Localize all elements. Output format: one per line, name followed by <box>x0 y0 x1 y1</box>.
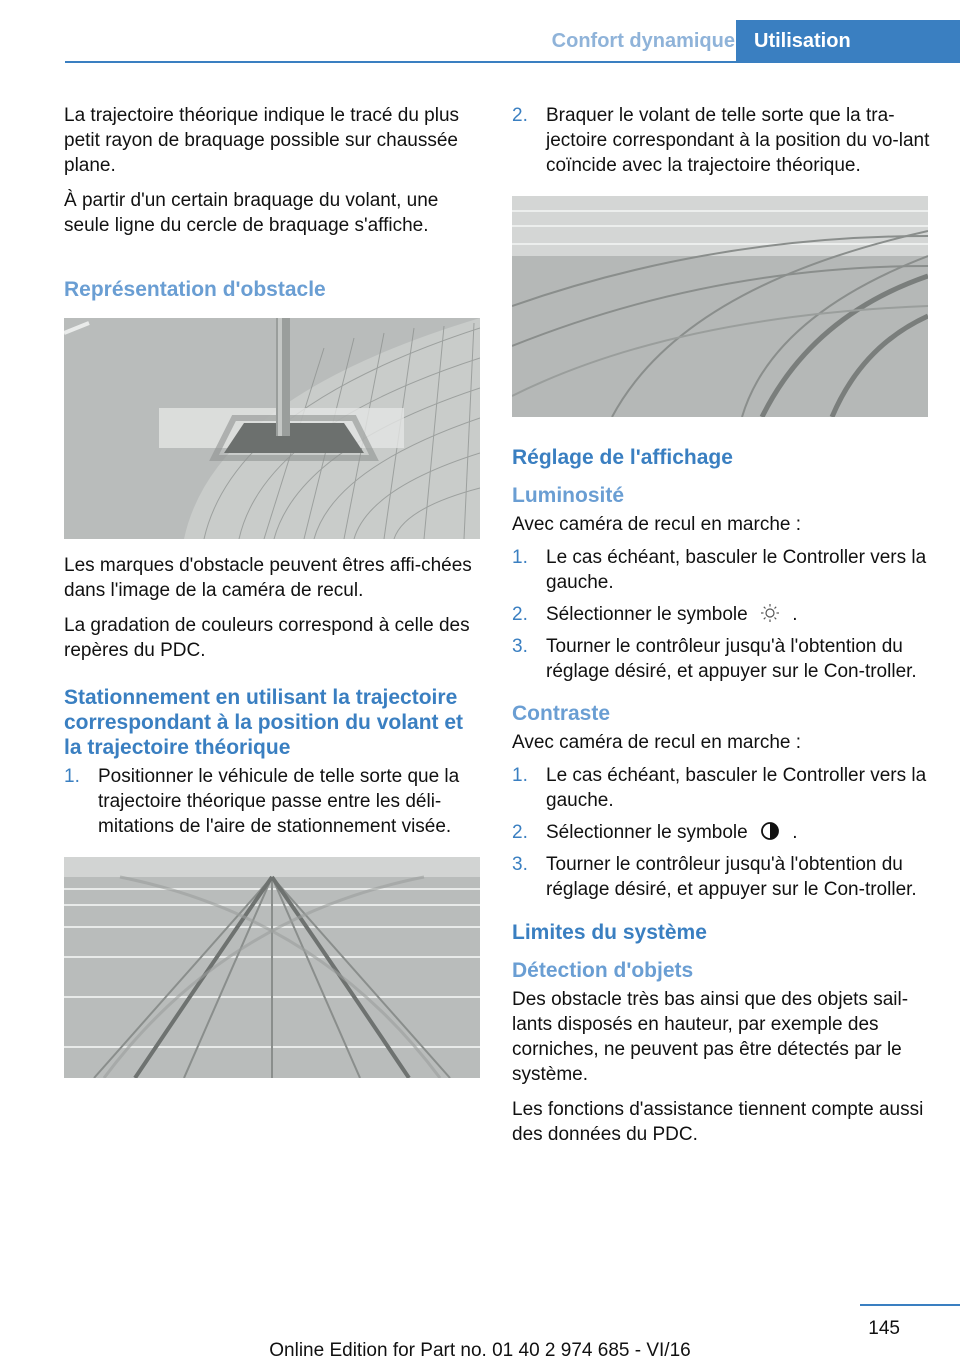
heading-parking: Stationnement en utilisant la trajectoire correspondant à la position du volant et la trajectoire théorique <box>64 686 464 759</box>
step-text: Tourner le contrôleur jusqu'à l'obtention du réglage désiré, et appuyer sur le Con‐troller. <box>546 636 917 682</box>
detection-paragraph-1: Des obstacle très bas ainsi que des objets sail‐lants disposés en hauteur, par exemple des corniches, ne peuvent pas être détectés par le système. <box>512 989 909 1085</box>
edition-note: Online Edition for Part no. 01 40 2 974 685 - VI/16 <box>269 1340 691 1361</box>
header-section-title: Confort dynamique <box>551 30 735 52</box>
contrast-steps-list <box>512 763 930 902</box>
step-text: Braquer le volant de telle sorte que la tra‐jectoire correspondant à la position du vo‐lant coïncide avec la trajectoire théorique. <box>546 105 930 176</box>
step-number: 2. <box>512 105 528 126</box>
list-item <box>64 764 482 839</box>
sun-icon <box>757 603 783 623</box>
step-number: 3. <box>512 636 528 657</box>
left-column <box>64 103 482 1088</box>
heading-object-detection: Détection d'objets <box>512 959 694 982</box>
step-number: 2. <box>512 822 528 843</box>
list-item <box>512 602 930 627</box>
step-number: 1. <box>64 766 80 787</box>
list-item <box>512 852 930 902</box>
step-number: 1. <box>512 765 528 786</box>
step-text-end: . <box>792 604 798 625</box>
parking-steps-list <box>64 764 482 839</box>
right-column <box>512 103 930 1157</box>
heading-obstacle: Représentation d'obstacle <box>64 278 326 301</box>
contrast-icon <box>757 821 783 841</box>
list-item <box>512 103 930 178</box>
step-number: 3. <box>512 854 528 875</box>
intro-paragraph-2: À partir d'un certain braquage du volant, une seule ligne du cercle de braquage s'affiche. <box>64 190 439 236</box>
obstacle-paragraph-1: Les marques d'obstacle peuvent êtres affi‐chées dans l'image de la caméra de recul. <box>64 555 472 601</box>
step-number: 2. <box>512 604 528 625</box>
heading-brightness: Luminosité <box>512 484 625 507</box>
list-item <box>512 820 930 845</box>
parking-steps-list-continued <box>512 103 930 178</box>
contrast-intro: Avec caméra de recul en marche : <box>512 732 802 753</box>
step-text: Positionner le véhicule de telle sorte que la trajectoire théorique passe entre les déli‐mitations de l'aire de stationnement visée. <box>98 766 460 837</box>
step-text: Le cas échéant, basculer le Controller vers la gauche. <box>546 547 927 593</box>
page-number: 145 <box>868 1318 900 1339</box>
step-text: Sélectionner le symbole <box>546 604 748 625</box>
list-item <box>512 545 930 595</box>
brightness-intro: Avec caméra de recul en marche : <box>512 514 802 535</box>
heading-contrast: Contraste <box>512 702 611 725</box>
step-text: Sélectionner le symbole <box>546 822 748 843</box>
intro-paragraph-1: La trajectoire théorique indique le tracé du plus petit rayon de braquage possible sur chaussée plane. <box>64 105 460 176</box>
step-number: 1. <box>512 547 528 568</box>
step-text: Le cas échéant, basculer le Controller vers la gauche. <box>546 765 927 811</box>
steering-trajectory-image <box>512 196 928 417</box>
theoretical-trajectory-image <box>64 857 480 1078</box>
step-text-end: . <box>792 822 798 843</box>
heading-system-limits: Limites du système <box>512 921 707 944</box>
header-tab: Utilisation <box>736 20 960 63</box>
list-item <box>512 763 930 813</box>
heading-display-settings: Réglage de l'affichage <box>512 446 733 469</box>
header-rule <box>65 61 960 63</box>
obstacle-camera-image <box>64 318 480 539</box>
brightness-steps-list <box>512 545 930 684</box>
list-item <box>512 634 930 684</box>
footer-rule <box>860 1304 960 1306</box>
detection-paragraph-2: Les fonctions d'assistance tiennent compte aussi des données du PDC. <box>512 1099 924 1145</box>
obstacle-paragraph-2: La gradation de couleurs correspond à celle des repères du PDC. <box>64 615 470 661</box>
step-text: Tourner le contrôleur jusqu'à l'obtention du réglage désiré, et appuyer sur le Con‐troller. <box>546 854 917 900</box>
